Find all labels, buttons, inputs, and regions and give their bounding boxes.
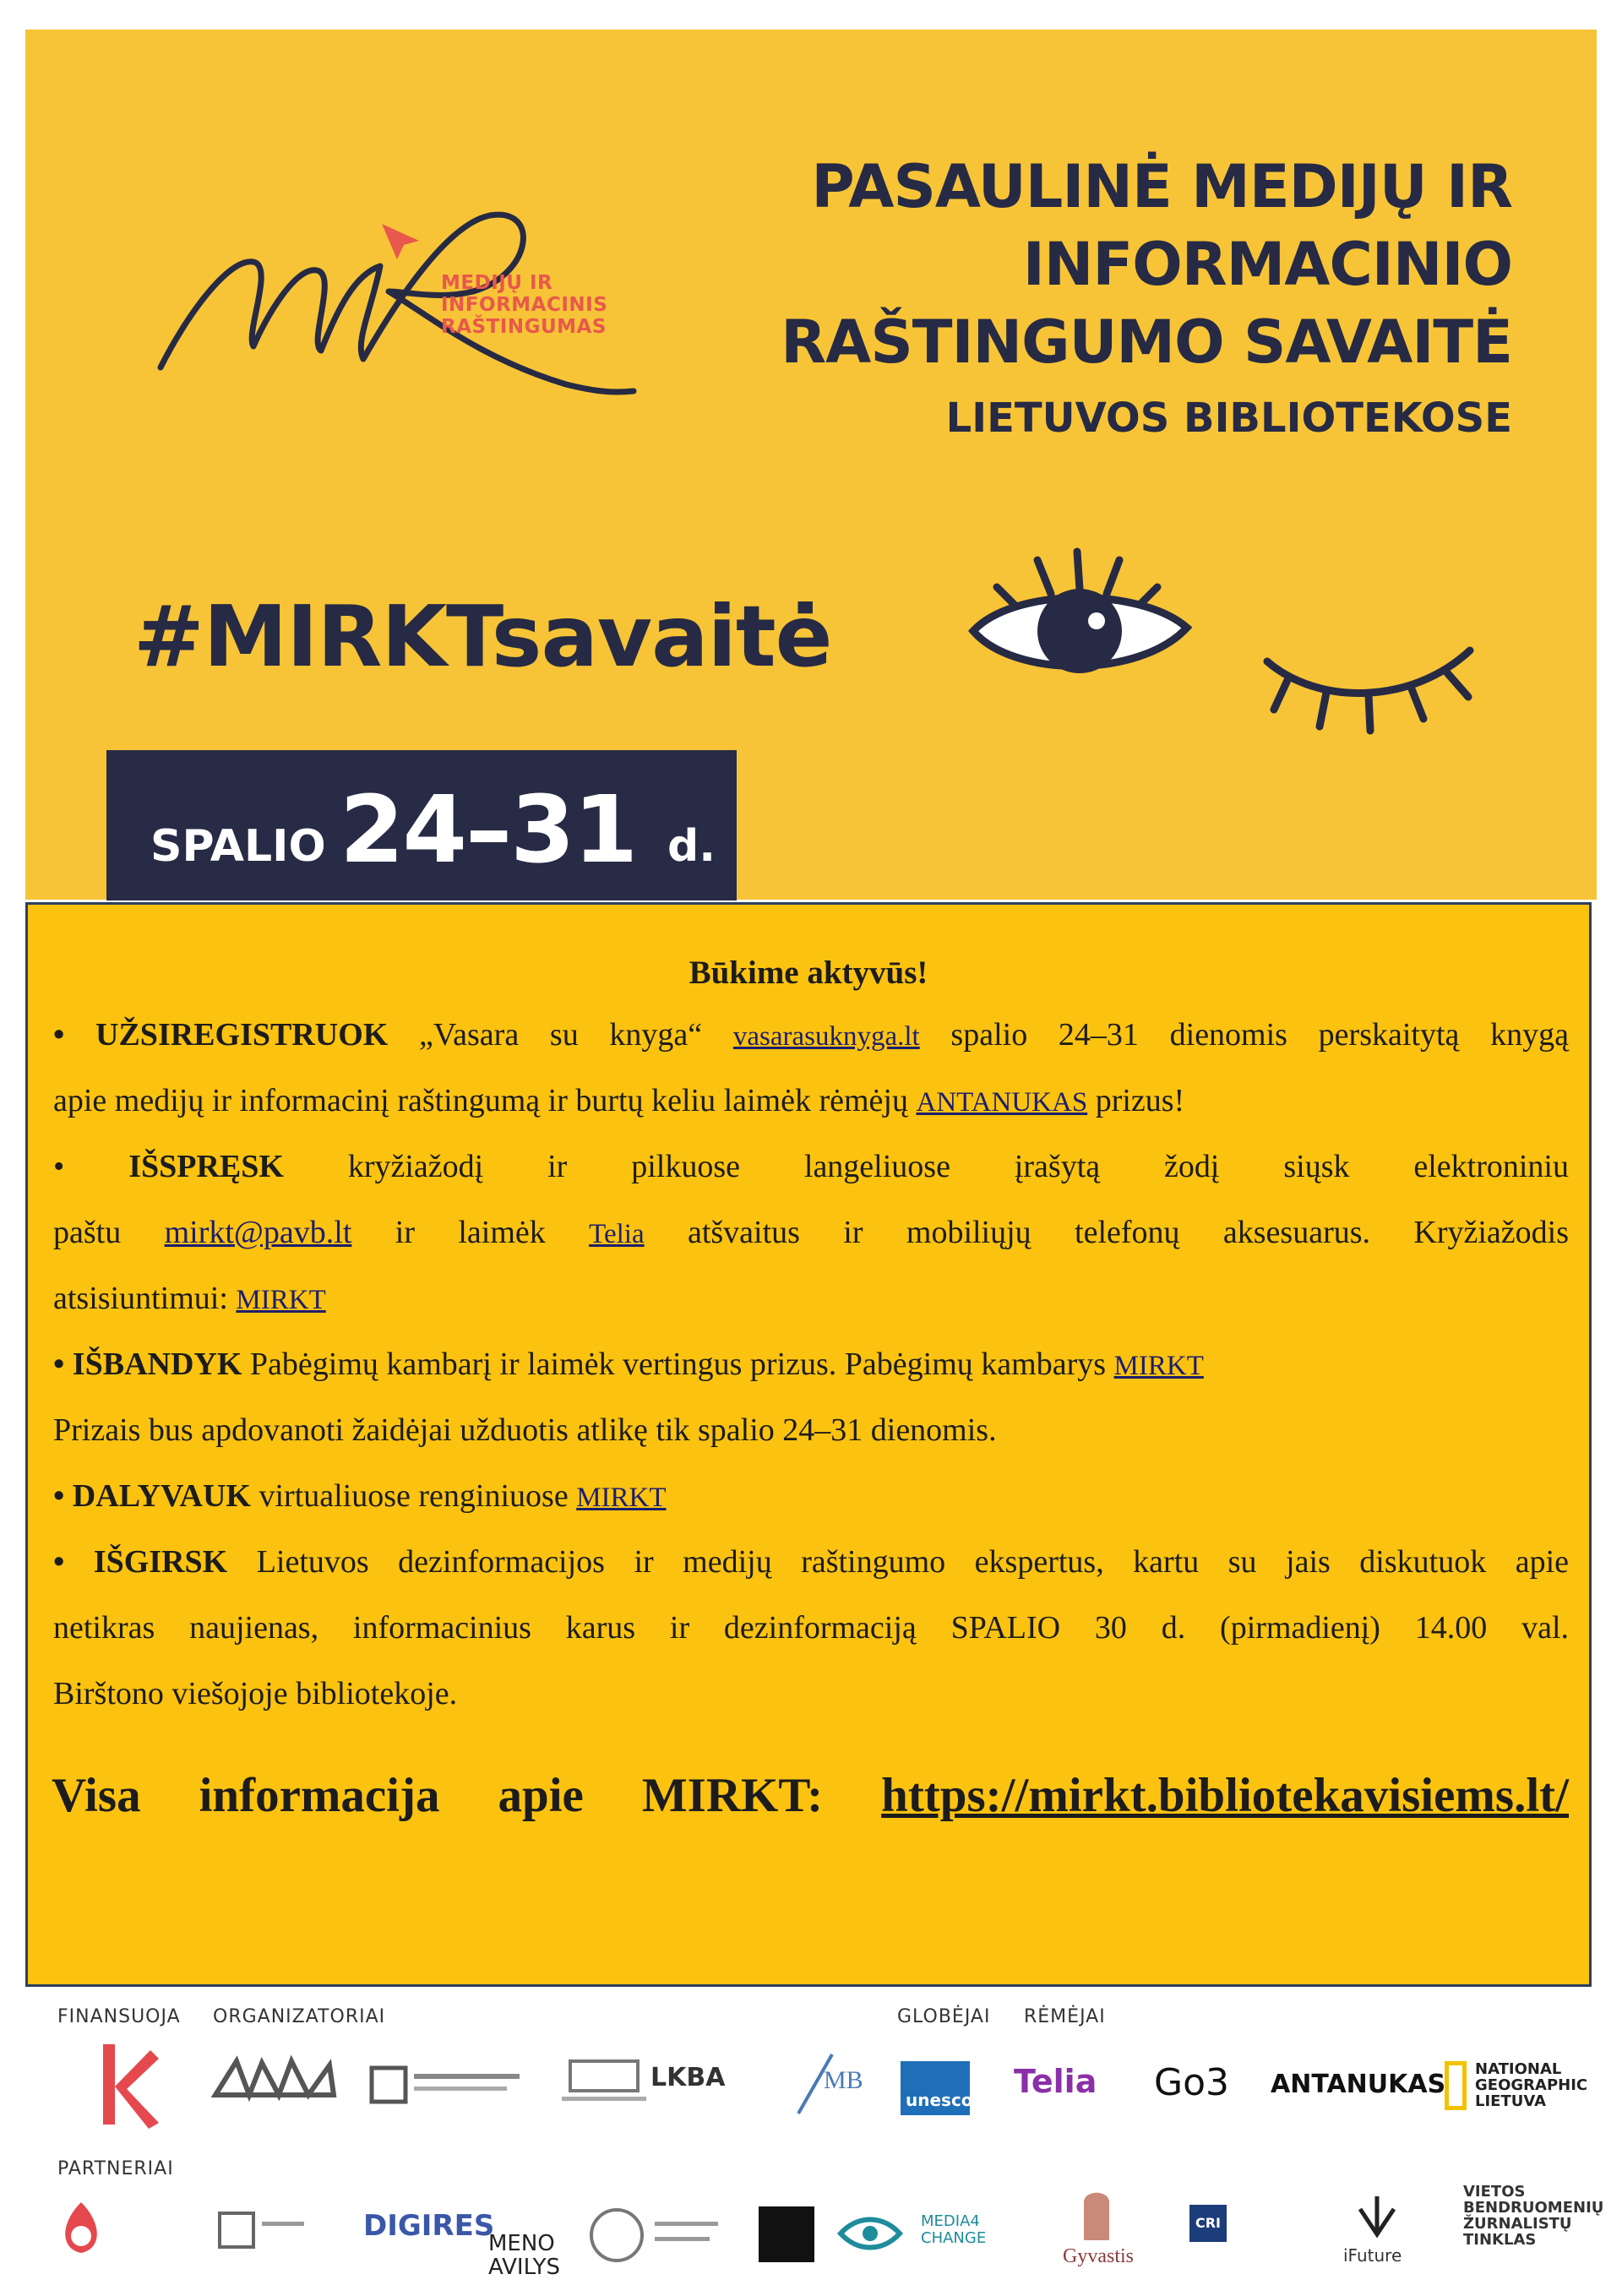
label-remejai: RĖMĖJAI xyxy=(1024,2006,1106,2027)
mirkt-url-link[interactable]: https://mirkt.bibliotekavisiems.lt/ xyxy=(881,1769,1569,1822)
go3-logo: Go3 xyxy=(1154,2061,1230,2104)
register-line: • UŽSIREGISTRUOK „Vasara su knyga“ vasarasuknyga.lt spalio 24–31 dienomis perskaitytą knygą xyxy=(53,1017,1569,1053)
vietos-logo: VIETOS BENDRUOMENIŲ ŽURNALISTŲ TINKLAS xyxy=(1463,2183,1604,2249)
date-badge: SPALIO 24–31 d. xyxy=(106,750,737,900)
sponsors-strip: FINANSUOJA ORGANIZATORIAI GLOBĖJAI RĖMĖJAI PARTNERIAI LKBA MB unesco Telia Go3 ANTANUKAS NATIONAL GEOGRAPHIC LIETUVA DIGIRES MENO AVILYS MEDIA4 CHANGE Gyvastis CRI iFuture VIETOS BENDRUOMENIŲ ŽURNALISTŲ TINKLAS xyxy=(57,2006,1604,2280)
meno-avilys-logo: MENO AVILYS xyxy=(488,2231,560,2280)
info-heading: Būkime aktyvūs! xyxy=(689,955,928,991)
ifuture-logo-icon xyxy=(1352,2192,1402,2243)
label-partneriai: PARTNERIAI xyxy=(57,2158,174,2179)
try-line: • IŠBANDYK Pabėgimų kambarį ir laimėk vertingus prizus. Pabėgimų kambarys MIRKT xyxy=(53,1347,1204,1382)
cri-logo: CRI xyxy=(1189,2205,1227,2242)
lkba-logo: LKBA xyxy=(650,2063,726,2092)
unesco-logo: unesco xyxy=(901,2061,970,2115)
solve-line: • IŠSPRĘSK kryžiažodį ir pilkuose langeliuose įrašytą žodį siųsk elektroniniu xyxy=(53,1149,1569,1184)
info-panel xyxy=(25,902,1592,1987)
escape-room-link[interactable]: MIRKT xyxy=(1113,1351,1204,1381)
gyvastis-logo: Gyvastis xyxy=(1063,2245,1134,2267)
page-subtitle: LIETUVOS BIBLIOTEKOSE xyxy=(945,394,1512,442)
vdu-logo-icon xyxy=(587,2203,722,2266)
medical-library-logo-icon xyxy=(790,2046,883,2122)
hear-line: • IŠGIRSK Lietuvos dezinformacijos ir medijų raštingumo ekspertus, kartu su jais diskutuok apie xyxy=(53,1544,1569,1580)
unesco-chair-logo-icon xyxy=(215,2205,308,2255)
label-finansuoja: FINANSUOJA xyxy=(57,2006,181,2027)
organizer-logo-2-icon xyxy=(367,2061,528,2108)
telia-link[interactable]: Telia xyxy=(589,1219,645,1249)
gyvastis-hand-icon xyxy=(1071,2181,1122,2244)
digires-logo: DIGIRES xyxy=(363,2209,495,2243)
media4change-logo: MEDIA4 CHANGE xyxy=(921,2212,987,2247)
more-info: Visa informacija apie MIRKT: https://mirkt.bibliotekavisiems.lt/ xyxy=(52,1769,1569,1822)
label-organizatoriai: ORGANIZATORIAI xyxy=(213,2006,386,2027)
vasarasuknyga-link[interactable]: vasarasuknyga.lt xyxy=(732,1021,920,1052)
eyes-icon xyxy=(963,536,1504,748)
antanukas-logo: ANTANUKAS xyxy=(1271,2070,1446,2099)
nkc-logo-icon xyxy=(56,2198,106,2257)
hear-line-3: Birštono viešojoje bibliotekoje. xyxy=(53,1676,458,1711)
events-link[interactable]: MIRKT xyxy=(576,1483,667,1513)
ifuture-logo: iFuture xyxy=(1343,2245,1402,2266)
label-globejai: GLOBĖJAI xyxy=(897,2006,991,2027)
hear-line-2: netikras naujienas, informacinius karus ir dezinformaciją SPALIO 30 d. (pirmadienį) 14.00 val. xyxy=(53,1610,1569,1646)
page-title: PASAULINĖ MEDIJŲ IR INFORMACINIO RAŠTINGUMO SAVAITĖ xyxy=(781,152,1512,377)
crossword-link[interactable]: MIRKT xyxy=(236,1285,326,1315)
attend-line: • DALYVAUK virtualiuose renginiuose MIRKT xyxy=(53,1478,667,1514)
try-line-2: Prizais bus apdovanoti žaidėjai užduotis atlikę tik spalio 24–31 dienomis. xyxy=(53,1412,997,1448)
register-line-2: apie medijų ir informacinį raštingumą ir burtų keliu laimėk rėmėjų ANTANUKAS prizus! xyxy=(53,1083,1185,1118)
svg-text:MB: MB xyxy=(824,2066,863,2094)
organizer-logo-1-icon xyxy=(211,2053,338,2112)
email-link[interactable]: mirkt@pavb.lt xyxy=(164,1215,352,1250)
partner-dark-logo xyxy=(759,2206,814,2262)
telia-logo: Telia xyxy=(1014,2063,1097,2100)
hashtag: #MIRKTsavaitė xyxy=(133,587,832,686)
media4change-eye-icon xyxy=(836,2215,904,2253)
logo-text: MEDIJŲ IR INFORMACINIS RAŠTINGUMAS xyxy=(441,272,608,338)
national-library-logo-icon xyxy=(558,2053,650,2116)
culture-ministry-logo-icon xyxy=(59,2040,161,2133)
solve-line-3: atsisiuntimui: MIRKT xyxy=(53,1281,326,1316)
solve-line-2: paštu mirkt@pavb.lt ir laimėk Telia atšvaitus ir mobiliųjų telefonų aksesuarus. Kryžiažodis xyxy=(53,1215,1569,1250)
antanukas-link[interactable]: ANTANUKAS xyxy=(916,1087,1088,1118)
